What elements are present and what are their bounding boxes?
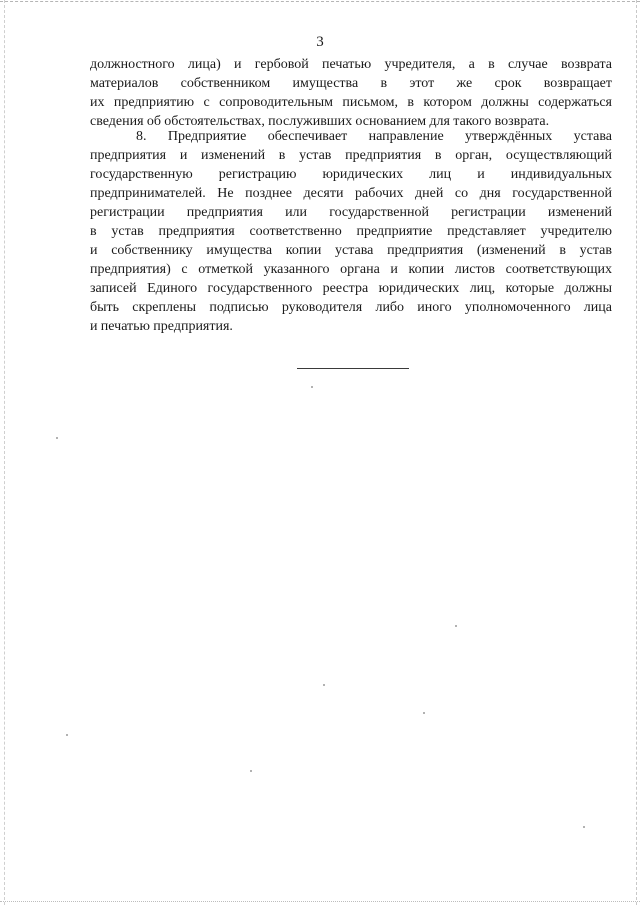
scan-speck [583,826,585,828]
scan-speck [250,770,252,772]
scan-speck [311,386,313,388]
text-line: государственную регистрацию юридических лиц и индивидуальных [90,167,612,182]
text-line: предпринимателей. Не позднее десяти рабочих дней со дня государственной [90,186,612,201]
scan-speck [423,712,425,714]
text-line: предприятия и изменений в устав предприятия в орган, осуществляющий [90,148,612,163]
text-line: сведения об обстоятельствах, послуживших основанием для такого возврата. [90,114,550,129]
text-line: и собственнику имущества копии устава предприятия (изменений в устав [90,243,612,258]
paragraph-8 [90,127,612,336]
text-line: предприятия) с отметкой указанного органа и копии листов соответствующих [90,262,612,277]
scan-speck [455,625,457,627]
text-line: их предприятию с сопроводительным письмом, в котором должны содержаться [90,95,612,110]
text-line: записей Единого государственного реестра юридических лиц, которые должны [90,281,612,296]
page-number: 3 [316,34,324,50]
scan-speck [56,437,58,439]
text-line: материалов собственником имущества в этот же срок возвращает [90,76,612,91]
text-line: и печатью предприятия. [90,319,233,334]
text-line: должностного лица) и гербовой печатью учредителя, а в случае возврата [90,57,612,72]
scan-edge-left [4,0,5,905]
text-line: в устав предприятия соответственно предприятие представляет учредителю [90,224,612,239]
paragraph-continuation [90,55,612,131]
scan-edge-bottom [0,901,640,902]
scan-edge-top [0,1,640,2]
text-line: быть скреплены подписью руководителя либо иного уполномоченного лица [90,300,612,315]
scan-edge-right [636,0,637,905]
scan-speck [66,734,68,736]
end-separator-line [297,368,409,369]
text-line: регистрации предприятия или государственной регистрации изменений [90,205,612,220]
text-line: 8. Предприятие обеспечивает направление утверждённых устава [136,129,612,144]
scan-speck [323,684,325,686]
